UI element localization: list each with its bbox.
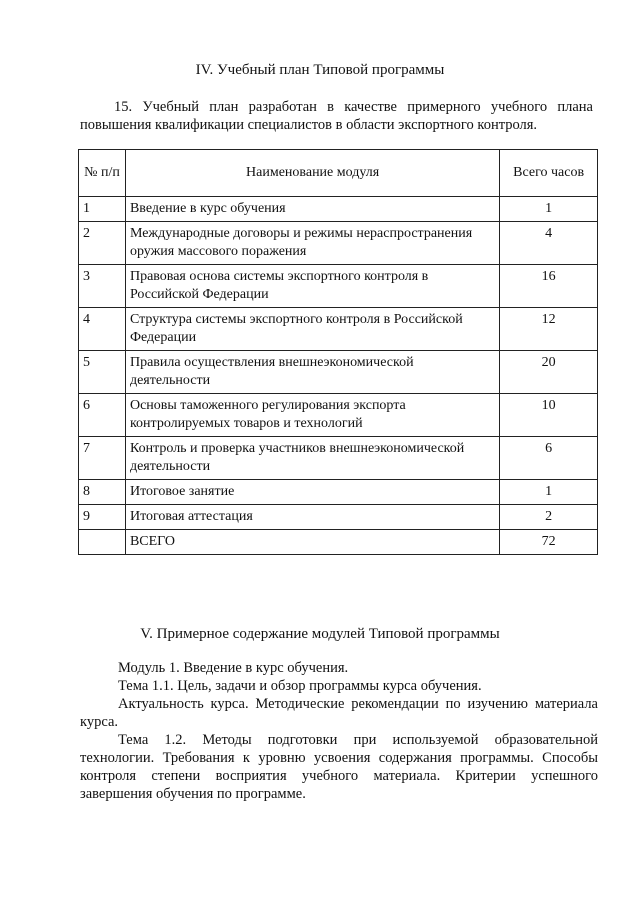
topic-1-1-title: Тема 1.1. Цель, задачи и обзор программы курса обучения. xyxy=(118,678,482,694)
row-name: Правовая основа системы экспортного контроля в Российской Федерации xyxy=(125,265,499,308)
row-hours: 20 xyxy=(500,351,598,394)
row-num: 4 xyxy=(79,308,126,351)
row-hours: 2 xyxy=(500,505,598,530)
row-num: 6 xyxy=(79,394,126,437)
row-name: Контроль и проверка участников внешнеэкономической деятельности xyxy=(125,437,499,480)
table-row xyxy=(79,197,598,222)
row-name: Итоговая аттестация xyxy=(125,505,499,530)
paragraph-15: 15. Учебный план разработан в качестве примерного учебного плана повышения квалификации специалистов в области экспортного контроля. xyxy=(80,99,593,133)
row-name: Введение в курс обучения xyxy=(125,197,499,222)
row-num: 7 xyxy=(79,437,126,480)
topic-1-2-text: Тема 1.2. Методы подготовки при используемой образовательной технологии. Требования к уровню усвоения содержания программы. Способы контроля степени восприятия учебного материала. Критерии успешного завершения обучения по программе. xyxy=(80,732,598,802)
row-hours: 16 xyxy=(500,265,598,308)
row-num: 9 xyxy=(79,505,126,530)
row-hours: 72 xyxy=(500,530,598,555)
row-name: Итоговое занятие xyxy=(125,480,499,505)
section-title-4: IV. Учебный план Типовой программы xyxy=(195,62,445,78)
table-header-row xyxy=(79,150,598,197)
table-row xyxy=(79,308,598,351)
table-row xyxy=(79,505,598,530)
table-row xyxy=(79,265,598,308)
row-hours: 4 xyxy=(500,222,598,265)
row-num: 5 xyxy=(79,351,126,394)
table-row xyxy=(79,222,598,265)
row-hours: 1 xyxy=(500,480,598,505)
header-num: № п/п xyxy=(79,150,126,197)
table-row xyxy=(79,480,598,505)
row-name: Основы таможенного регулирования экспорта контролируемых товаров и технологий xyxy=(125,394,499,437)
row-name: ВСЕГО xyxy=(125,530,499,555)
table-row-total xyxy=(79,530,598,555)
row-num: 8 xyxy=(79,480,126,505)
row-num xyxy=(79,530,126,555)
row-num: 2 xyxy=(79,222,126,265)
row-hours: 6 xyxy=(500,437,598,480)
row-hours: 1 xyxy=(500,197,598,222)
topic-1-1-text: Актуальность курса. Методические рекомендации по изучению материала курса. xyxy=(80,696,598,730)
module-1-title: Модуль 1. Введение в курс обучения. xyxy=(118,660,349,676)
module-content xyxy=(80,659,598,803)
row-hours: 12 xyxy=(500,308,598,351)
section-title-5: V. Примерное содержание модулей Типовой программы xyxy=(140,626,500,642)
table-row xyxy=(79,437,598,480)
row-hours: 10 xyxy=(500,394,598,437)
header-name: Наименование модуля xyxy=(125,150,499,197)
row-num: 3 xyxy=(79,265,126,308)
row-name: Структура системы экспортного контроля в Российской Федерации xyxy=(125,308,499,351)
table-row xyxy=(79,351,598,394)
row-name: Международные договоры и режимы нераспространения оружия массового поражения xyxy=(125,222,499,265)
row-num: 1 xyxy=(79,197,126,222)
curriculum-table xyxy=(78,149,598,555)
header-hours: Всего часов xyxy=(500,150,598,197)
table-row xyxy=(79,394,598,437)
row-name: Правила осуществления внешнеэкономической деятельности xyxy=(125,351,499,394)
